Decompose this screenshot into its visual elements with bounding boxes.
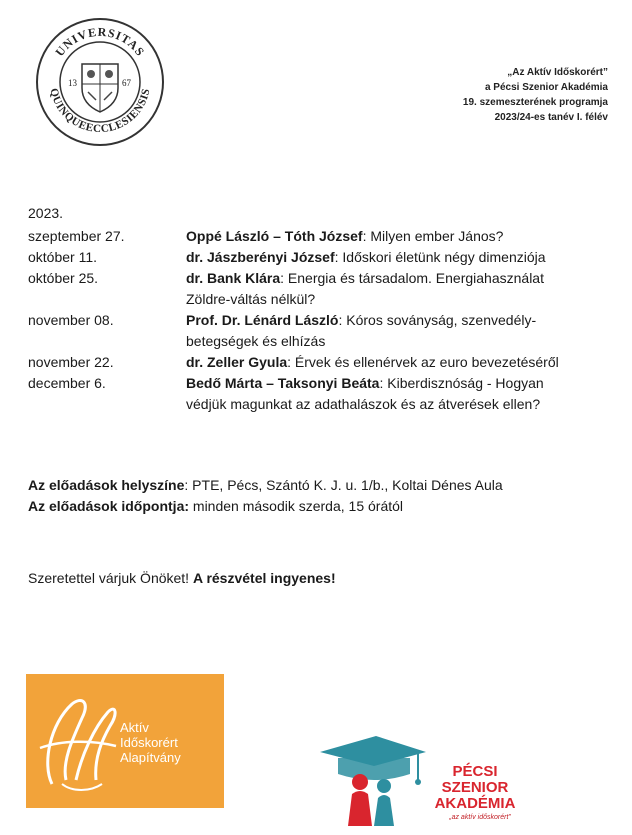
header-line-1: „Az Aktív Időskorért” — [507, 67, 608, 78]
location-value: : PTE, Pécs, Szántó K. J. u. 1/b., Koltai Dénes Aula — [184, 477, 503, 493]
lecture-speaker: Oppé László – Tóth József — [186, 228, 363, 244]
location-line — [28, 475, 503, 496]
lecture-title: : Kiberdisznóság - Hogyan — [379, 375, 544, 391]
time-value: minden második szerda, 15 órától — [189, 498, 404, 514]
lecture-title: : Milyen ember János? — [362, 228, 504, 244]
aktiv-logo-text — [120, 720, 181, 765]
location-label: Az előadások helyszíne — [28, 477, 185, 493]
lecture-date: november 22. — [28, 354, 114, 370]
lecture-title-continued: betegségek és elhízás — [186, 333, 326, 349]
lecture-title-continued: Zöldre-váltás nélkül? — [186, 291, 316, 307]
program-year: 2023. — [28, 205, 64, 221]
aktiv-logo-line-3: Alapítvány — [120, 750, 181, 765]
lecture-speaker: dr. Bank Klára — [186, 270, 281, 286]
aktiv-logo-line-2: Időskorért — [120, 735, 178, 750]
seal-year-left: 13 — [68, 78, 77, 88]
program-row — [28, 352, 608, 373]
closing-line — [28, 570, 336, 586]
lecture-details — [186, 226, 608, 247]
lecture-title-continued: védjük magunkat az adathalászok és az átverések ellen? — [186, 396, 541, 412]
pecsi-logo-line-2: SZENIOR — [441, 779, 509, 796]
lecture-title: : Érvek és ellenérvek az euro bevezetéséről — [287, 354, 559, 370]
lecture-speaker: Prof. Dr. Lénárd László — [186, 312, 339, 328]
lecture-title: : Időskori életünk négy dimenziója — [334, 249, 546, 265]
time-line — [28, 496, 503, 517]
pecsi-szenior-akademia-logo — [318, 730, 548, 830]
pecsi-logo-text — [416, 764, 534, 812]
program-row — [28, 373, 608, 415]
lecture-details — [186, 310, 608, 352]
lecture-date: december 6. — [28, 375, 106, 391]
pecsi-logo-line-3: AKADÉMIA — [434, 795, 516, 812]
seal-bottom-text: QUINQUEECCLESIENSIS — [47, 87, 153, 136]
header-line-3: 19. szemeszterének programja — [462, 97, 608, 108]
closing-text: Szeretettel várjuk Önöket! — [28, 570, 193, 586]
lecture-details — [186, 268, 608, 310]
seal-year-right: 67 — [122, 78, 131, 88]
lecture-date: október 25. — [28, 270, 99, 286]
program-row — [28, 310, 608, 352]
header-line-2: a Pécsi Szenior Akadémia — [484, 82, 608, 93]
program-row — [28, 268, 608, 310]
aktiv-logo-line-1: Aktív — [120, 720, 149, 735]
lecture-title: : Energia és társadalom. Energiahasználat — [280, 270, 544, 286]
lecture-info — [28, 475, 503, 517]
lecture-date: november 08. — [28, 312, 114, 328]
lecture-date: szeptember 27. — [28, 228, 125, 244]
header-line-4: 2023/24-es tanév I. félév — [494, 112, 608, 123]
lecture-details — [186, 247, 608, 268]
program-row — [28, 226, 608, 247]
lecture-date: október 11. — [28, 249, 98, 265]
program-list — [28, 226, 608, 415]
lecture-speaker: dr. Jászberényi József — [186, 249, 335, 265]
pecsi-logo-slogan: „az aktív időskorért” — [449, 814, 511, 821]
aktiv-idoskorert-logo — [26, 674, 224, 808]
lecture-details — [186, 373, 608, 415]
lecture-details — [186, 352, 608, 373]
graduation-cap-figures-icon — [318, 730, 428, 830]
seal-top-text: UNIVERSITAS — [52, 24, 148, 60]
lecture-title: : Kóros soványság, szenvedély- — [338, 312, 537, 328]
program-row — [28, 247, 608, 268]
program-header — [463, 65, 608, 125]
aktiv-monogram-icon — [32, 684, 122, 800]
university-seal — [34, 16, 166, 148]
lecture-speaker: Bedő Márta – Taksonyi Beáta — [186, 375, 380, 391]
lecture-speaker: dr. Zeller Gyula — [186, 354, 288, 370]
time-label: Az előadások időpontja: — [28, 498, 190, 514]
closing-bold: A részvétel ingyenes! — [192, 570, 336, 586]
pecsi-logo-line-1: PÉCSI — [452, 763, 498, 780]
